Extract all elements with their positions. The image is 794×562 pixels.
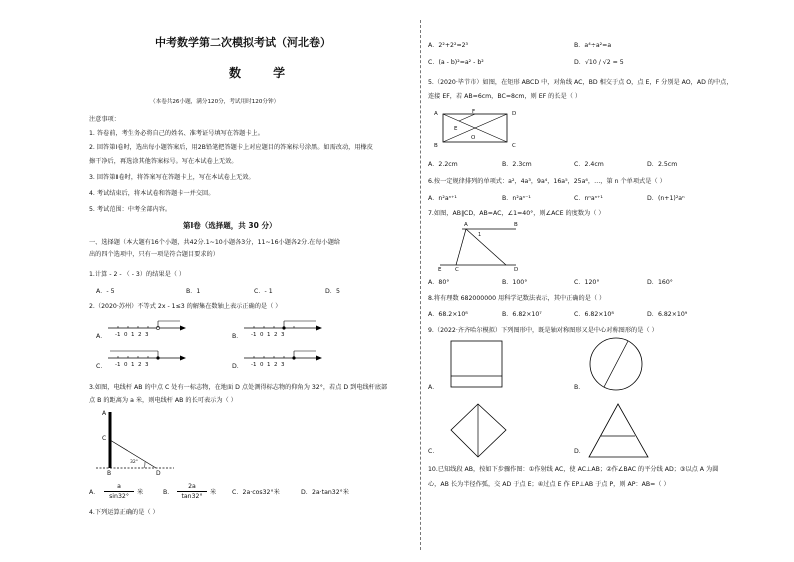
q5-option-d[interactable]: D．2.5cm (647, 161, 678, 168)
q7-option-a[interactable]: A．80° (428, 279, 450, 286)
q3-label-a: A (102, 410, 107, 417)
q5-label-b: B (434, 143, 438, 149)
q2-b-tick-labels: -1 0 1 2 3 (251, 332, 285, 338)
q5-option-b[interactable]: B．2.3cm (502, 161, 532, 168)
q1-option-d[interactable]: D．5 (325, 288, 340, 295)
question-2: 2.（2020·苏州）不等式 2x - 1≤3 的解集在数轴上表示正确的是（ ） (89, 303, 282, 310)
notes-heading: 注意事项： (89, 116, 120, 123)
section-intro-1: 一、选择题（本大题有16个小题，共42分.1~10小题各3分，11~16小题各2分.在每小题给 (89, 239, 341, 246)
q7-label-c: C (455, 267, 459, 273)
q2-c-tick-labels: -1 0 1 2 3 (115, 362, 149, 368)
q3-label-d: D (156, 470, 161, 477)
q9-figure-a-rectangle (450, 340, 506, 390)
subject-title: 数 学 (229, 66, 300, 80)
q1-option-a[interactable]: A．- 5 (96, 288, 115, 295)
q6-option-d[interactable]: D．(n+1)²aⁿ (647, 195, 685, 202)
q3-label-c: C (102, 435, 107, 442)
q7-parallel-lines-figure (438, 222, 518, 272)
note-5: 5. 考试范围：中考全部内容。 (89, 206, 172, 213)
question-7: 7.如图，AB∥CD，AB=AC，∠1=40°，则∠ACE 的度数为（ ） (428, 210, 605, 217)
q6-option-c[interactable]: C．nⁿaⁿ⁺¹ (574, 195, 603, 202)
column-divider (420, 20, 421, 550)
question-1: 1.计算 - 2 - （ - 3）的结果是（ ） (89, 271, 186, 278)
question-6: 6.按一定规律排列的单项式：a²，4a³，9a⁴，16a⁵，25a⁶，…，第 n 个单项式是（ ） (428, 178, 666, 185)
q1-option-b[interactable]: B．1 (186, 288, 201, 295)
note-3: 3. 回答第Ⅱ卷时，将答案写在答题卡上，写在本试卷上无效。 (89, 174, 255, 181)
q2-d-tick-labels: -1 0 1 2 3 (251, 362, 285, 368)
q9-option-c[interactable]: C． (428, 448, 439, 455)
q3-option-d[interactable]: D．2a·tan32°米 (301, 489, 349, 496)
exam-info: （本卷共26小题，满分120分，考试用时120分钟） (150, 99, 280, 105)
q1-option-c[interactable]: C．- 1 (254, 288, 273, 295)
q5-label-c: C (512, 143, 516, 149)
question-3-line-2: 点 B 的距离为 a 米，则电线杆 AB 的长可表示为（ ） (89, 397, 237, 404)
q7-option-c[interactable]: C．120° (574, 279, 600, 286)
section-intro-2: 出的四个选项中，只有一项是符合题目要求的） (89, 251, 219, 258)
question-9: 9.（2022·齐齐哈尔模拟）下列图形中，既是轴对称图形又是中心对称图形的是（ ） (428, 327, 658, 334)
q8-option-b[interactable]: B．6.82×10⁷ (502, 311, 542, 318)
question-8: 8.将有理数 682000000 用科学记数法表示，其中正确的是（ ） (428, 295, 606, 302)
q3-angle-label: 32° (130, 460, 138, 465)
q3-b-fraction-bar (177, 491, 207, 492)
note-4: 4. 考试结束后，将本试卷和答题卡一并交回。 (89, 190, 215, 197)
q6-option-a[interactable]: A．n²aⁿ⁺¹ (428, 195, 457, 202)
q3-label-b: B (107, 470, 112, 477)
q3-option-c[interactable]: C．2a·cos32°米 (232, 489, 280, 496)
q7-label-b: B (514, 222, 518, 228)
q9-figure-d-triangle (588, 403, 650, 459)
q5-label-e: E (454, 126, 458, 132)
q4-option-d[interactable]: D．√10 / √2 = 5 (574, 59, 624, 66)
q5-label-a: A (434, 111, 438, 117)
question-10-line-2: 心，AB 长为半径作弧，交 AD 于点 E；④过点 E 作 EP⊥AB 于点 P，则 AP：AB=（ ） (428, 481, 670, 488)
q3-b-denominator: tan32° (181, 493, 203, 500)
question-10-line-1: 10.已知线段 AB，按如下步骤作图：①作射线 AC，使 AC⊥AB；②作∠BAC 的平分线 AD；③以点 A 为圆 (428, 466, 719, 473)
q3-a-denominator: sin32° (109, 493, 129, 500)
q5-option-a[interactable]: A．2.2cm (428, 161, 458, 168)
q7-label-e: E (438, 267, 442, 273)
note-1: 1. 答卷前，考生务必将自己的姓名、准考证号填写在答题卡上。 (89, 130, 264, 137)
q3-option-a[interactable]: A． (89, 489, 100, 496)
question-5-line-2: 连接 EF，若 AB=6cm，BC=8cm，则 EF 的长是（ ） (428, 93, 582, 100)
question-3-line-1: 3.如图，电线杆 AB 的中点 C 处有一标志物，在地面 D 点处测得标志物的仰角为 32°，若点 D 到电线杆底部 (89, 384, 388, 391)
q2-option-a[interactable]: A． (96, 333, 107, 340)
q4-option-b[interactable]: B．a⁴÷a²=a (574, 42, 612, 49)
q3-a-fraction-bar (104, 491, 134, 492)
q4-option-a[interactable]: A．2²+2²=2³ (428, 42, 469, 49)
q2-a-tick-labels: -1 0 1 2 3 (115, 332, 149, 338)
q5-rectangle-figure (441, 112, 511, 146)
q3-b-numerator: 2a (188, 483, 196, 490)
note-2-cont: 擦干净后，再选涂其他答案标号。写在本试卷上无效。 (89, 158, 238, 165)
q3-a-unit: 米 (137, 489, 144, 496)
q8-option-a[interactable]: A．68.2×10⁸ (428, 311, 468, 318)
q7-label-d: D (514, 267, 519, 273)
question-5-line-1: 5.（2020·毕节市）如图，在矩形 ABCD 中，对角线 AC，BD 相交于点 O，点 E，F 分别是 AO，AD 的中点， (428, 79, 733, 86)
q9-figure-c-kite (450, 403, 510, 459)
q5-label-d: D (512, 111, 517, 117)
question-4: 4.下列运算正确的是（ ） (89, 509, 159, 516)
q5-option-c[interactable]: C．2.4cm (574, 161, 604, 168)
q8-option-d[interactable]: D．6.82×10⁹ (647, 311, 688, 318)
q2-option-d[interactable]: D． (232, 363, 243, 370)
q7-option-b[interactable]: B．100° (502, 279, 528, 286)
exam-title: 中考数学第二次模拟考试（河北卷） (155, 36, 331, 49)
note-2: 2. 回答第Ⅰ卷时，选出每小题答案后，用2B铅笔把答题卡上对应题目的答案标号涂黑。如需改动，用橡皮 (89, 144, 373, 151)
q9-option-a[interactable]: A． (428, 384, 439, 391)
q7-label-1: 1 (478, 232, 482, 238)
q3-option-b[interactable]: B． (163, 489, 174, 496)
q7-option-d[interactable]: D．160° (647, 279, 673, 286)
q9-option-d[interactable]: D． (574, 448, 585, 455)
q3-a-numerator: a (117, 483, 121, 490)
q5-label-f: F (472, 109, 476, 115)
q4-option-c[interactable]: C．(a - b)²=a² - b² (428, 59, 484, 66)
q2-option-b[interactable]: B． (232, 333, 243, 340)
q3-b-unit: 米 (210, 489, 217, 496)
q6-option-b[interactable]: B．n²aⁿ⁻¹ (502, 195, 531, 202)
q8-option-c[interactable]: C．6.82×10⁸ (574, 311, 614, 318)
q5-label-o: O (471, 135, 476, 141)
q9-option-b[interactable]: B． (574, 384, 585, 391)
q7-label-a: A (464, 222, 468, 228)
q9-figure-b-circle (588, 336, 644, 392)
q2-option-c[interactable]: C． (96, 363, 107, 370)
section-title: 第Ⅰ卷（选择题，共 30 分） (183, 221, 277, 230)
